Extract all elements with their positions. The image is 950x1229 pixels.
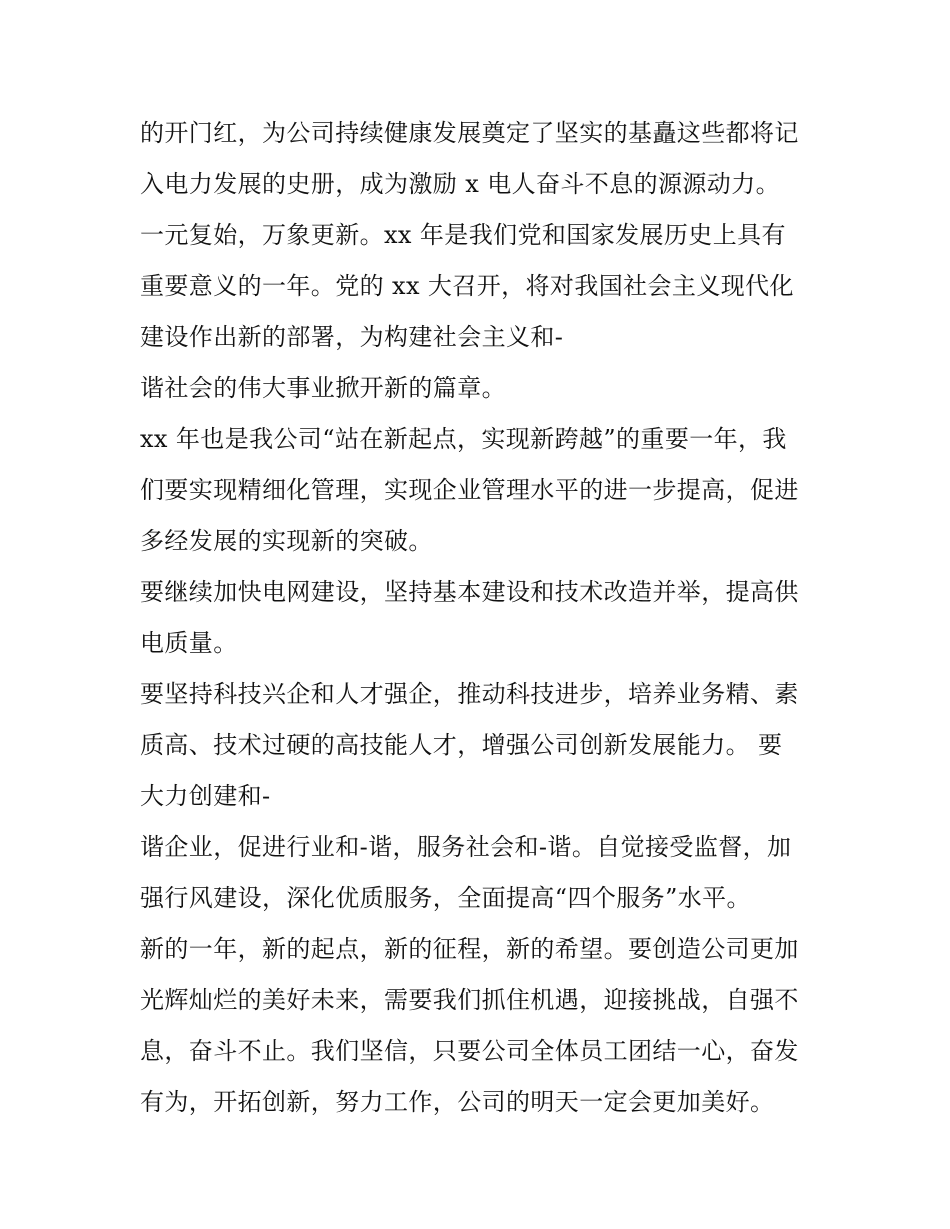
text-line: 新的一年，新的起点，新的征程，新的希望。要创造公司更加	[140, 935, 799, 963]
text-line: 质高、技术过硬的高技能人才，增强公司创新发展能力。 要	[140, 731, 783, 759]
text-line: 光辉灿烂的美好未来，需要我们抓住机遇，迎接挑战，自强不	[140, 986, 799, 1014]
text-line: 一元复始，万象更新。xx 年是我们党和国家发展历史上具有	[140, 221, 786, 249]
text-line: 强行风建设，深化优质服务，全面提高“四个服务”水平。	[140, 884, 751, 912]
text-line: 要继续加快电网建设，坚持基本建设和技术改造并举，提高供	[140, 578, 799, 606]
text-line: 的开门红，为公司持续健康发展奠定了坚实的基矗这些都将记	[140, 119, 799, 147]
text-line: 要坚持科技兴企和人才强企，推动科技进步，培养业务精、素	[140, 680, 799, 708]
text-line: xx 年也是我公司“站在新起点，实现新跨越”的重要一年，我	[140, 425, 787, 453]
text-line: 息，奋斗不止。我们坚信，只要公司全体员工团结一心，奋发	[140, 1037, 799, 1065]
text-line: 谐企业，促进行业和-谐，服务社会和-谐。自觉接受监督，加	[140, 833, 792, 861]
text-line: 大力创建和-	[140, 782, 271, 810]
text-line: 多经发展的实现新的突破。	[140, 527, 433, 555]
text-line: 电质量。	[140, 629, 238, 657]
text-line: 重要意义的一年。党的 xx 大召开，将对我国社会主义现代化	[140, 272, 794, 300]
text-line: 们要实现精细化管理，实现企业管理水平的进一步提高，促进	[140, 476, 799, 504]
text-line: 入电力发展的史册，成为激励 x 电人奋斗不息的源源动力。	[140, 170, 780, 198]
body-text	[140, 108, 820, 1128]
text-line: 有为，开拓创新，努力工作，公司的明天一定会更加美好。	[140, 1088, 775, 1116]
text-line: 谐社会的伟大事业掀开新的篇章。	[140, 374, 506, 402]
text-line: 建设作出新的部署，为构建社会主义和-	[140, 323, 564, 351]
